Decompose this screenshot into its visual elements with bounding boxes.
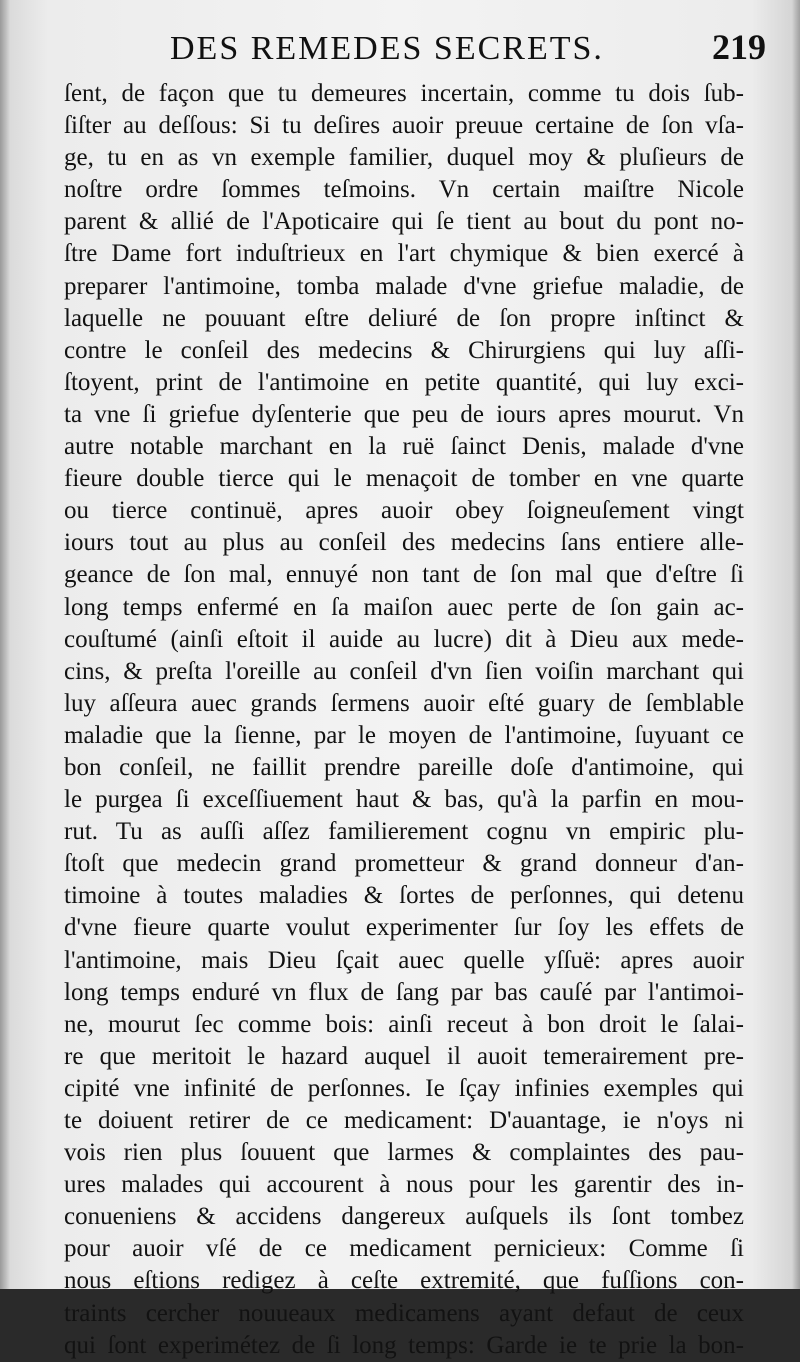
text-line: ou tierce continuë, apres auoir obey ſoigneuſement vingt [64, 497, 744, 525]
text-line: noſtre ordre ſommes teſmoins. Vn certain maiſtre Nicole [64, 176, 744, 204]
text-line: luy aſſeura auec grands ſermens auoir eſté guary de ſemblable [64, 689, 744, 717]
text-line: cipité vne infinité de perſonnes. Ie ſçay infinies exemples qui [64, 1074, 744, 1102]
text-line: cins, & preſta l'oreille au conſeil d'vn ſien voiſin marchant qui [64, 657, 744, 685]
text-line: nous eſtions redigez à ceſte extremité, que fuſſions con- [64, 1267, 744, 1295]
text-line: long temps enfermé en ſa maiſon auec perte de ſon gain ac- [64, 593, 744, 621]
text-line: re que meritoit le hazard auquel il auoit temerairement pre- [64, 1042, 744, 1070]
text-line: ſent, de façon que tu demeures incertain, comme tu dois ſub- [64, 80, 744, 107]
text-line: iours tout au plus au conſeil des medecins ſans entiere alle- [64, 529, 744, 557]
text-line: ta vne ſi griefue dyſenterie que peu de iours apres mourut. Vn [64, 400, 744, 428]
text-line: conueniens & accidens dangereux auſquels ils ſont tombez [64, 1203, 744, 1231]
text-line: vois rien plus ſouuent que larmes & complaintes des pau- [64, 1139, 744, 1167]
text-line: d'vne fieure quarte voulut experimenter ſur ſoy les effets de [64, 914, 744, 942]
text-line: geance de ſon mal, ennuyé non tant de ſon mal que d'eſtre ſi [64, 561, 744, 589]
text-line: autre notable marchant en la ruë ſainct Denis, malade d'vne [64, 433, 744, 461]
text-line: preparer l'antimoine, tomba malade d'vne griefue maladie, de [64, 272, 744, 300]
text-line: ne, mourut ſec comme bois: ainſi receut à bon droit le ſalai- [64, 1010, 744, 1038]
text-line: traints cercher nouueaux medicamens ayant defaut de ceux [64, 1299, 744, 1327]
text-line: l'antimoine, mais Dieu ſçait auec quelle yſſuë: apres auoir [64, 946, 744, 974]
page-right-edge-shadow [792, 0, 800, 1289]
text-line: ures malades qui accourent à nous pour les garentir des in- [64, 1171, 744, 1199]
page-header [58, 26, 766, 72]
text-line: contre le conſeil des medecins & Chirurgiens qui luy aſſi- [64, 336, 744, 364]
text-line: ſtoſt que medecin grand prometteur & grand donneur d'an- [64, 850, 744, 878]
text-line: qui ſont experimétez de ſi long temps: Garde ie te prie la bon- [64, 1331, 744, 1359]
text-line: ge, tu en as vn exemple familier, duquel moy & pluſieurs de [64, 144, 744, 172]
text-line: ſiſter au deſſous: Si tu deſires auoir preuue certaine de ſon vſa- [64, 112, 744, 140]
text-line: te doiuent retirer de ce medicament: D'auantage, ie n'oys ni [64, 1107, 744, 1134]
page-number: 219 [712, 27, 766, 67]
text-line: bon conſeil, ne faillit prendre pareille doſe d'antimoine, qui [64, 753, 744, 781]
text-line: rut. Tu as auſſi aſſez familierement cognu vn empiric plu- [64, 818, 744, 846]
text-line: pour auoir vſé de ce medicament pernicieux: Comme ſi [64, 1235, 744, 1263]
text-line: ſtoyent, print de l'antimoine en petite quantité, qui luy exci- [64, 368, 744, 396]
text-line: fieure double tierce qui le menaçoit de tomber en vne quarte [64, 465, 744, 493]
text-line: maladie que la ſienne, par le moyen de l'antimoine, ſuyuant ce [64, 721, 744, 749]
body-text [64, 78, 744, 1362]
page-left-edge-shadow [0, 0, 10, 1289]
text-line: ſtre Dame fort induſtrieux en l'art chymique & bien exercé à [64, 240, 744, 268]
text-line: le purgea ſi exceſſiuement haut & bas, qu'à la parfin en mou- [64, 786, 744, 814]
text-line: laquelle ne pouuant eſtre deliuré de ſon propre inſtinct & [64, 304, 744, 332]
text-line: couſtumé (ainſi eſtoit il auide au lucre) dit à Dieu aux mede- [64, 625, 744, 653]
running-title: DES REMEDES SECRETS. [170, 30, 604, 67]
text-line: long temps enduré vn flux de ſang par bas cauſé par l'antimoi- [64, 978, 744, 1006]
text-line: timoine à toutes maladies & ſortes de perſonnes, qui detenu [64, 882, 744, 910]
text-line: parent & allié de l'Apoticaire qui ſe tient au bout du pont no- [64, 208, 744, 236]
